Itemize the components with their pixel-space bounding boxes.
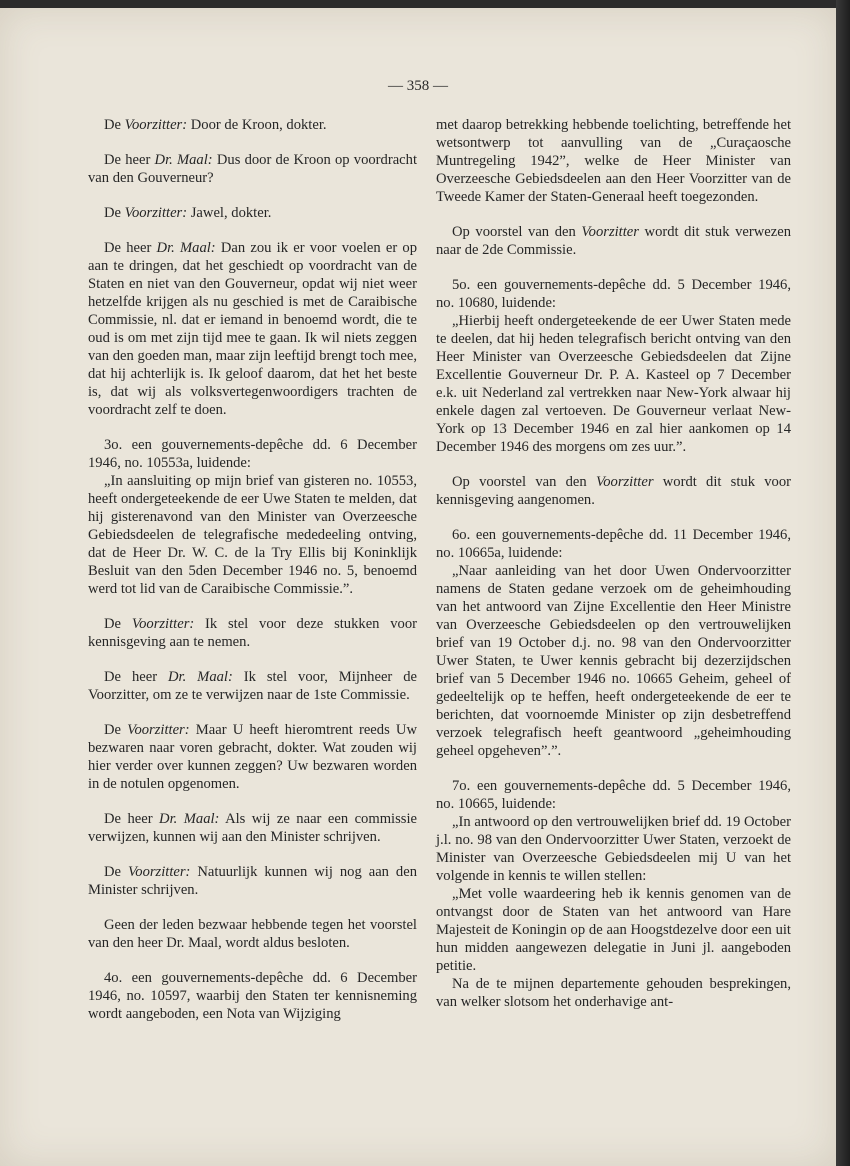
paragraph-text: Maar U heeft hieromtrent reeds Uw bezwaren naar voren gebracht, dokter. Wat zouden wij hier verder over kunnen zeggen? Uw bezwaren worden in de notulen opgenomen. — [88, 722, 417, 792]
paragraph-text: De heer — [104, 240, 157, 256]
paragraph-text: De heer — [104, 669, 168, 685]
paragraph — [88, 239, 417, 419]
speaker-name: Voorzitter — [595, 474, 654, 490]
paragraph — [436, 777, 791, 813]
paragraph-text: De — [104, 616, 132, 632]
paragraph-text: wordt dit stuk voor kennisgeving aangenomen. — [436, 474, 791, 508]
scan-edge — [836, 0, 850, 1166]
speaker-name: Voorzitter: — [131, 616, 195, 632]
paragraph-text: De — [104, 864, 128, 880]
paragraph-text: De heer — [104, 811, 160, 827]
paragraph-text: Natuurlijk kunnen wij nog aan den Minister schrijven. — [88, 864, 417, 898]
paragraph — [88, 810, 417, 846]
paragraph-text: „In aansluiting op mijn brief van gisteren no. 10553, heeft ondergeteekende de eer Uwe Staten te melden, dat hij gisterenavond van den Minister van Overzeesche Gebiedsdeelen de telegrafische mededeeling ontving, dat de Heer Dr. W. C. de la Try Ellis bij Koninklijk Besluit van den 5den December 1946 no. 5, benoemd werd tot lid van de Caraibische Commissie.”. — [88, 473, 417, 597]
paragraph — [88, 668, 417, 704]
paragraph-text: De — [104, 205, 125, 221]
speaker-name: Dr. Maal: — [168, 669, 233, 685]
paragraph — [88, 204, 417, 222]
paragraph — [436, 885, 791, 975]
paragraph-text: 5o. een gouvernements-depêche dd. 5 December 1946, no. 10680, luidende: — [436, 277, 791, 311]
page-number: — 358 — — [388, 78, 448, 94]
speaker-name: Voorzitter: — [127, 722, 190, 738]
speaker-name: Dr. Maal: — [159, 811, 220, 827]
paragraph — [88, 436, 417, 472]
paragraph — [436, 312, 791, 456]
paragraph-text: 3o. een gouvernements-depêche dd. 6 December 1946, no. 10553a, luidende: — [88, 437, 417, 471]
paragraph-text: „Naar aanleiding van het door Uwen Ondervoorzitter namens de Staten gedane verzoek om de geheimhouding van het antwoord van Zijne Excellentie den Heer Ministre van Overzeesche Gebiedsdeelen op den vertrouwelijken brief van 19 October d.j. no. 98 van den Ondervoorzitter Uwer Staten, te Uwer kennis gebracht bij dezerzijdschen brief van 5 December 1946 no. 10665 Geheim, geheel of gedeeltelijk op te heffen, heeft ondergeteekende de eer te berichten, dat voornoemde Minister op zijn desbetreffend verzoek telegrafisch heeft geantwoord „geheimhouding geheel opgeheven”.”. — [436, 563, 791, 759]
paragraph-text: Op voorstel van den — [452, 474, 596, 490]
speaker-name: Voorzitter — [581, 224, 639, 240]
speaker-name: Voorzitter: — [127, 864, 191, 880]
document-page — [0, 8, 836, 1166]
paragraph — [88, 969, 417, 1023]
paragraph — [436, 473, 791, 509]
paragraph-text: De — [104, 722, 128, 738]
paragraph — [88, 151, 417, 187]
paragraph — [436, 526, 791, 562]
paragraph — [88, 916, 417, 952]
paragraph-text: Ik stel voor deze stukken voor kennisgeving aan te nemen. — [88, 616, 417, 650]
paragraph-text: Door de Kroon, dokter. — [187, 117, 327, 133]
paragraph-text: 6o. een gouvernements-depêche dd. 11 December 1946, no. 10665a, luidende: — [436, 527, 791, 561]
paragraph-text: Als wij ze naar een commissie verwijzen, kunnen wij aan den Minister schrijven. — [88, 811, 418, 845]
paragraph-text: Op voorstel van den — [452, 224, 582, 240]
paragraph — [436, 813, 791, 885]
left-column — [88, 116, 417, 1040]
paragraph — [88, 615, 417, 651]
paragraph-text: wordt dit stuk verwezen naar de 2de Commissie. — [436, 224, 792, 258]
paragraph — [436, 562, 791, 760]
paragraph — [88, 116, 417, 134]
paragraph-text: Jawel, dokter. — [187, 205, 272, 221]
speaker-name: Voorzitter: — [124, 205, 188, 221]
paragraph — [88, 721, 417, 793]
paragraph-text: „Met volle waardeering heb ik kennis genomen van de ontvangst door de Staten van het antwoord van Hare Majesteit de Koningin op de aan Hoogstdezelve door een uit hun midden aangewezen delegatie in Juni jl. aangeboden petitie. — [436, 886, 791, 974]
speaker-name: Dr. Maal: — [156, 240, 216, 256]
paragraph-text: met daarop betrekking hebbende toelichting, betreffende het wetsontwerp tot aanvulling van de „Curaçaosche Muntregeling 1942”, welke de Heer Minister van Overzeesche Gebiedsdeelen aan den Heer Voorzitter van de Tweede Kamer der Staten-Generaal heeft toegezonden. — [436, 117, 791, 205]
paragraph-text: Dan zou ik er voor voelen er op aan te dringen, dat het geschiedt op voordracht van de Staten en niet van den Gouverneur, opdat wij niet weer hetzelfde krijgen als nu geschied is met de Caraibische Commissie, nl. dat er iemand in benoemd wordt, die te oud is om met zijn tijd mee te gaan. Ik wil niets zeggen van den goeden man, maar zijn leeftijd brengt toch mee, dat hij achterlijk is. Ik geloof daarom, dat het het beste is, dat wij als volksvertegenwoordigers trachten de voordracht zelf te doen. — [88, 240, 417, 418]
paragraph — [88, 472, 417, 598]
paragraph — [436, 223, 791, 259]
paragraph — [436, 975, 791, 1011]
paragraph-text: Dus door de Kroon op voordracht van den Gouverneur? — [88, 152, 417, 186]
paragraph — [436, 116, 791, 206]
paragraph-text: 7o. een gouvernements-depêche dd. 5 December 1946, no. 10665, luidende: — [436, 778, 791, 812]
paragraph — [88, 863, 417, 899]
right-column — [436, 116, 791, 1028]
speaker-name: Voorzitter: — [124, 117, 188, 133]
paragraph-text: 4o. een gouvernements-depêche dd. 6 December 1946, no. 10597, waarbij den Staten ter kennisneming wordt aangeboden, een Nota van Wijziging — [88, 970, 417, 1022]
paragraph-text: Ik stel voor, Mijnheer de Voorzitter, om ze te verwijzen naar de 1ste Commissie. — [88, 669, 417, 703]
paragraph-text: De heer — [104, 152, 155, 168]
paragraph-text: „In antwoord op den vertrouwelijken brief dd. 19 October j.l. no. 98 van den Ondervoorzitter Uwer Staten, verzoekt de Minister van Overzeesche Gebiedsdeelen mij U van het volgende in kennis te willen stellen: — [436, 814, 791, 884]
paragraph — [436, 276, 791, 312]
paragraph-text: „Hierbij heeft ondergeteekende de eer Uwer Staten mede te deelen, dat hij heden telegrafisch bericht ontving van den Heer Minister van Overzeesche Gebiedsdeelen dat Zijne Excellentie Gouverneur Dr. P. A. Kasteel op 7 December e.k. uit Nederland zal vertrekken naar New-York alwaar hij enkele dagen zal vertoeven. De Gouverneur verlaat New-York op 13 December 1946 en zal hier aankomen op 14 December 1946 des morgens om zes uur.”. — [436, 313, 791, 455]
speaker-name: Dr. Maal: — [154, 152, 213, 168]
paragraph-text: Na de te mijnen departemente gehouden besprekingen, van welker slotsom het onderhavige ant- — [436, 976, 791, 1010]
paragraph-text: De — [104, 117, 125, 133]
paragraph-text: Geen der leden bezwaar hebbende tegen het voorstel van den heer Dr. Maal, wordt aldus besloten. — [88, 917, 417, 951]
